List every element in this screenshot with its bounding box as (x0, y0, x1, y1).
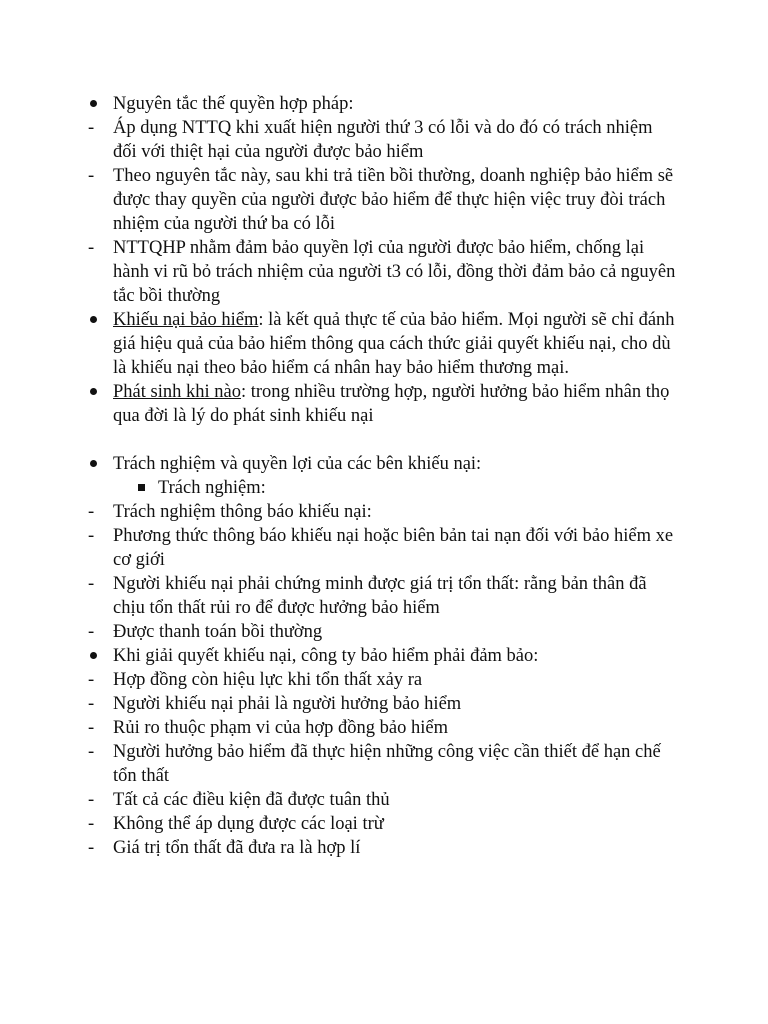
list-item (0, 668, 768, 692)
blank-line (0, 428, 768, 452)
underlined-term: Khiếu nại bảo hiểm (113, 310, 259, 330)
list-item (0, 236, 768, 308)
list-item (0, 164, 768, 236)
list-item (0, 116, 768, 164)
list-item (0, 620, 768, 644)
dash-marker: - (88, 622, 95, 642)
list-item (0, 476, 768, 500)
item-text: Áp dụng NTTQ khi xuất hiện người thứ 3 có lỗi và do đó có trách nhiệm đối với thiệt hại của người được bảo hiểm (113, 118, 653, 162)
document-page (0, 92, 768, 860)
dash-marker: - (88, 574, 95, 594)
underlined-term: Phát sinh khi nào (113, 382, 241, 402)
item-text: Người khiếu nại phải là người hưởng bảo hiểm (113, 694, 462, 714)
item-text: Theo nguyên tắc này, sau khi trả tiền bồi thường, doanh nghiệp bảo hiểm sẽ được thay quyền của người được bảo hiểm để thực hiện việc truy đòi trách nhiệm của người thứ ba có lỗi (113, 166, 674, 234)
item-text: Người hưởng bảo hiểm đã thực hiện những công việc cần thiết để hạn chế tổn thất (113, 742, 661, 786)
item-text: : trong nhiều trường hợp, người hưởng bảo hiểm nhân thọ qua đời là lý do phát sinh khiếu nại (113, 382, 670, 426)
bullet-icon (88, 92, 108, 116)
list-item (0, 644, 768, 668)
square-bullet-icon (136, 476, 156, 500)
item-text: Không thể áp dụng được các loại trừ (113, 814, 384, 834)
list-item (0, 836, 768, 860)
list-item (0, 452, 768, 476)
item-text: Trách nghiệm và quyền lợi của các bên khiếu nại: (113, 454, 482, 474)
item-text: Trách nghiệm thông báo khiếu nại: (113, 502, 372, 522)
item-text: Trách nghiệm: (158, 478, 266, 498)
bullet-icon (88, 644, 108, 668)
item-text: Khi giải quyết khiếu nại, công ty bảo hiểm phải đảm bảo: (113, 646, 539, 666)
dash-marker: - (88, 502, 95, 522)
list-item (0, 740, 768, 788)
dash-marker: - (88, 238, 95, 258)
item-text: : là kết quả thực tế của bảo hiểm. Mọi người sẽ chỉ đánh giá hiệu quả của bảo hiểm thông qua cách thức giải quyết khiếu nại, cho dù là khiếu nại theo bảo hiểm cá nhân hay bảo hiểm thương mại. (113, 310, 675, 378)
item-text: Người khiếu nại phải chứng minh được giá trị tổn thất: rằng bản thân đã chịu tổn thất rủi ro để được hưởng bảo hiểm (113, 574, 647, 618)
item-text: Rủi ro thuộc phạm vi của hợp đồng bảo hiểm (113, 718, 449, 738)
dash-marker: - (88, 742, 95, 762)
list-item (0, 812, 768, 836)
item-text: Tất cả các điều kiện đã được tuân thủ (113, 790, 390, 810)
list-item (0, 380, 768, 428)
list-item (0, 92, 768, 116)
list-item (0, 308, 768, 380)
dash-marker: - (88, 718, 95, 738)
dash-marker: - (88, 670, 95, 690)
list-item (0, 500, 768, 524)
list-item (0, 524, 768, 572)
dash-marker: - (88, 526, 95, 546)
item-text: NTTQHP nhằm đảm bảo quyền lợi của người được bảo hiểm, chống lại hành vi rũ bỏ trách nhiệm của người t3 có lỗi, đồng thời đảm bảo cả nguyên tắc bồi thường (113, 238, 676, 306)
list-item (0, 572, 768, 620)
item-text: Được thanh toán bồi thường (113, 622, 323, 642)
dash-marker: - (88, 166, 95, 186)
dash-marker: - (88, 694, 95, 714)
dash-marker: - (88, 790, 95, 810)
list-item (0, 692, 768, 716)
list-item (0, 716, 768, 740)
dash-marker: - (88, 118, 95, 138)
item-text: Giá trị tổn thất đã đưa ra là hợp lí (113, 838, 361, 858)
item-text: Nguyên tắc thế quyền hợp pháp: (113, 94, 354, 114)
bullet-icon (88, 380, 108, 404)
item-text: Phương thức thông báo khiếu nại hoặc biên bản tai nạn đối với bảo hiểm xe cơ giới (113, 526, 674, 570)
dash-marker: - (88, 838, 95, 858)
bullet-icon (88, 308, 108, 332)
dash-marker: - (88, 814, 95, 834)
list-item (0, 788, 768, 812)
bullet-icon (88, 452, 108, 476)
item-text: Hợp đồng còn hiệu lực khi tổn thất xảy ra (113, 670, 423, 690)
